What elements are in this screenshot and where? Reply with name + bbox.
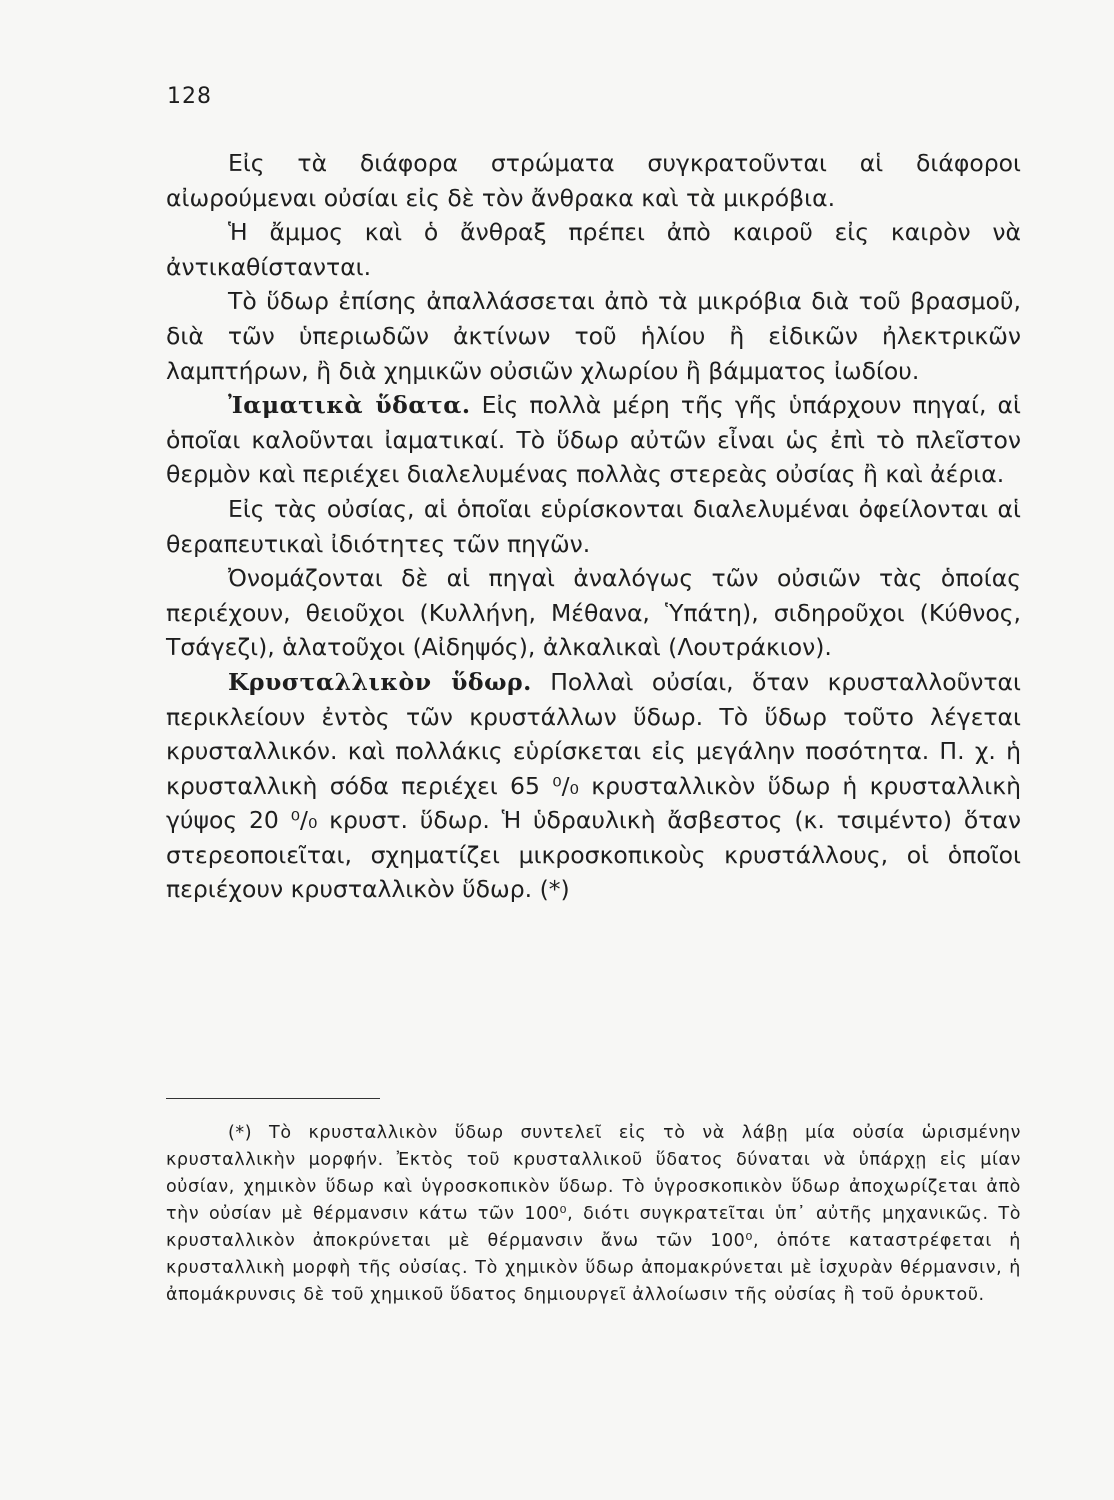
section-heading-crystalline-water: Κρυσταλλικὸν ὕδωρ. — [228, 667, 532, 696]
paragraph-spring-types: Ὀνομάζονται δὲ αἱ πηγαὶ ἀναλόγως τῶν οὐσιῶν τὰς ὁποίας περιέχουν, θειοῦχοι (Κυλλήνη, Μέθανα, Ὑπάτη), σιδηροῦχοι (Κύθνος, Τσάγεζι), ἁλατοῦχοι (Αἰδηψός), ἀλκαλικαὶ (Λουτράκιον). — [166, 564, 1021, 662]
paragraph-therapeutic-properties: Εἰς τὰς οὐσίας, αἱ ὁποῖαι εὑρίσκονται διαλελυμέναι ὀφείλονται αἱ θεραπευτικαὶ ἰδιότητες τῶν πηγῶν. — [166, 494, 1021, 558]
footnote-divider — [166, 1098, 380, 1099]
body-text — [166, 146, 1021, 907]
paragraph-crystalline-water-text: Πολλαὶ οὐσίαι, ὅταν κρυσταλλοῦνται περικλείουν ἐντὸς τῶν κρυστάλλων ὕδωρ. Τὸ ὕδωρ τοῦτο λέγεται κρυσταλλικόν. καὶ πολλάκις εὑρίσκεται εἰς μεγάλην ποσότητα. Π. χ. ἡ κρυσταλλικὴ σόδα περιέχει 65 ⁰/₀ κρυσταλλικὸν ὕδωρ ἡ κρυσταλλικὴ γύψος 20 ⁰/₀ κρυστ. ὕδωρ. Ἡ ὑδραυλικὴ ἄσβεστος (κ. τσιμέντο) ὅταν στερεοποιεῖται, σχηματίζει μικροσκοπικοὺς κρυστάλλους, οἱ ὁποῖοι περιέχουν κρυσταλλικὸν ὕδωρ. (*) — [166, 667, 1021, 904]
paragraph-disinfection: Τὸ ὕδωρ ἐπίσης ἀπαλλάσσεται ἀπὸ τὰ μικρόβια διὰ τοῦ βρασμοῦ, διὰ τῶν ὑπεριωδῶν ἀκτίνων τοῦ ἡλίου ἢ εἰδικῶν ἠλεκτρικῶν λαμπτήρων, ἢ διὰ χημικῶν οὐσιῶν χλωρίου ἢ βάμματος ἰωδίου. — [166, 287, 1021, 385]
paragraph-adsorption: Εἰς τὰ διάφορα στρώματα συγκρατοῦνται αἱ διάφοροι αἰωρούμεναι οὐσίαι εἰς δὲ τὸν ἄνθρακα καὶ τὰ μικρόβια. — [166, 149, 1021, 212]
paragraph-crystalline-water — [166, 665, 1021, 907]
footnote — [166, 1120, 1021, 1309]
section-heading-healing-waters: Ἰαματικὰ ὕδατα. — [228, 391, 471, 420]
paragraph-healing-waters — [166, 388, 1021, 492]
footnote-text: (*) Τὸ κρυσταλλικὸν ὕδωρ συντελεῖ εἰς τὸ νὰ λάβῃ μία οὐσία ὡρισμένην κρυσταλλικὴν μορφήν. Ἐκτὸς τοῦ κρυσταλλικοῦ ὕδατος δύναται νὰ ὑπάρχῃ εἰς μίαν οὐσίαν, χημικὸν ὕδωρ καὶ ὑγροσκοπικὸν ὕδωρ. Τὸ ὑγροσκοπικὸν ὕδωρ ἀποχωρίζεται ἀπὸ τὴν οὐσίαν μὲ θέρμανσιν κάτω τῶν 100⁰, διότι συγκρατεῖται ὑπ᾿ αὐτῆς μηχανικῶς. Τὸ κρυσταλλικὸν ἀποκρύνεται μὲ θέρμανσιν ἄνω τῶν 100⁰, ὁπότε καταστρέφεται ἡ κρυσταλλικὴ μορφὴ τῆς οὐσίας. Τὸ χημικὸν ὕδωρ ἀπομακρύνεται μὲ ἰσχυρὰν θέρμανσιν, ἡ ἀπομάκρυνσις δὲ τοῦ χημικοῦ ὕδατος δημιουργεῖ ἀλλοίωσιν τῆς οὐσίας ἢ τοῦ ὀρυκτοῦ. — [166, 1123, 1021, 1305]
page-number: 128 — [167, 84, 212, 109]
paragraph-healing-waters-text: Εἰς πολλὰ μέρη τῆς γῆς ὑπάρχουν πηγαί, αἱ ὁποῖαι καλοῦνται ἰαματικαί. Τὸ ὕδωρ αὐτῶν εἶναι ὡς ἐπὶ τὸ πλεῖστον θερμὸν καὶ περιέχει διαλελυμένας πολλὰς στερεὰς οὐσίας ἢ καὶ ἀέρια. — [166, 391, 1021, 489]
paragraph-sand-replacement: Ἡ ἄμμος καὶ ὁ ἄνθραξ πρέπει ἀπὸ καιροῦ εἰς καιρὸν νὰ ἀντικαθίστανται. — [166, 218, 1021, 281]
